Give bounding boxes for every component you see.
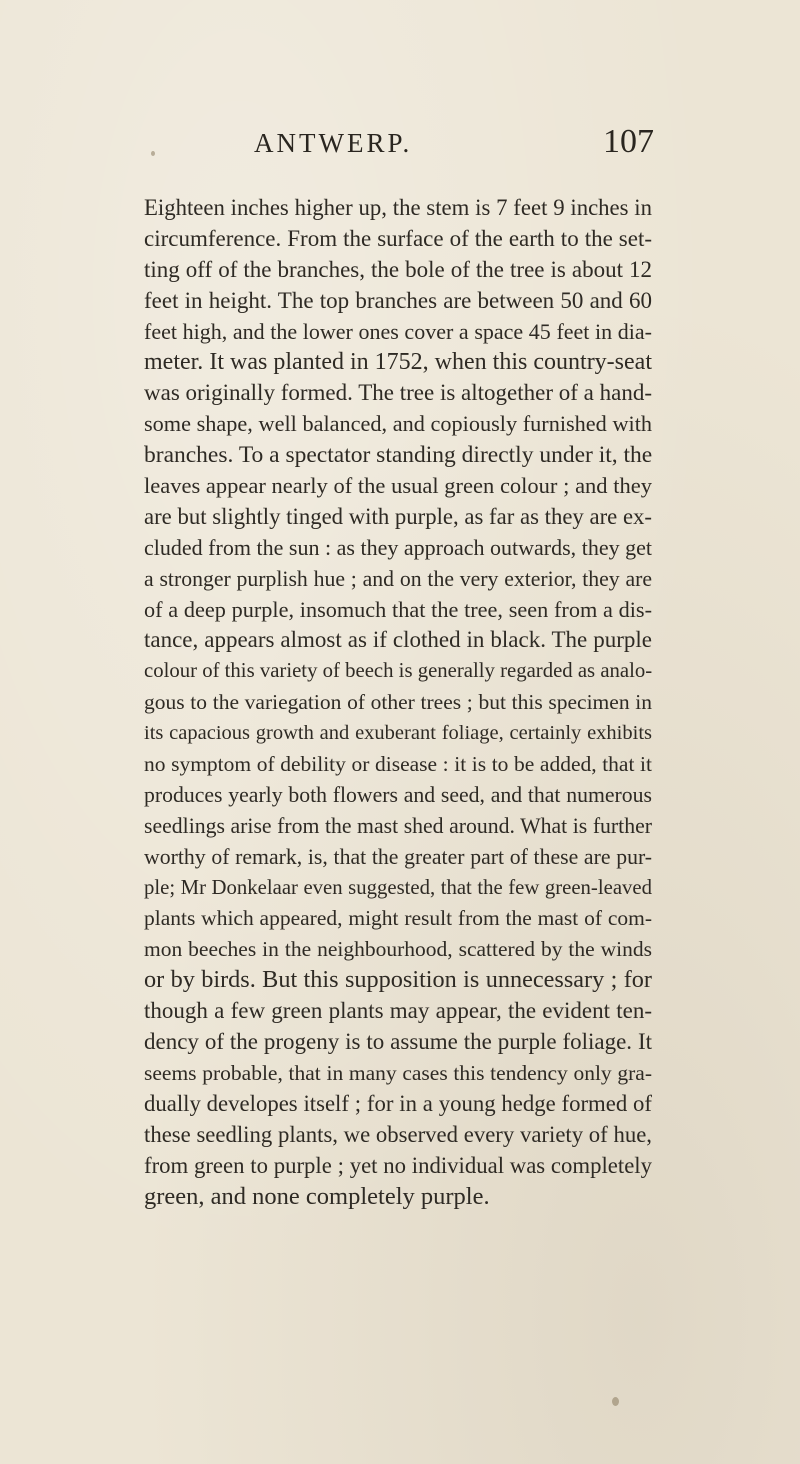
text-line: seedlings arise from the mast shed around. What is further	[144, 813, 652, 838]
text-line: ting off of the branches, the bole of the tree is about 12	[144, 256, 652, 282]
text-line: some shape, well balanced, and copiously furnished with	[144, 411, 652, 437]
paper-speck	[612, 1397, 619, 1406]
text-line: feet in height. The top branches are between 50 and 60	[144, 287, 652, 313]
text-line: produces yearly both flowers and seed, and that numerous	[144, 782, 652, 807]
text-line: leaves appear nearly of the usual green colour ; and they	[144, 473, 652, 499]
text-line: dually developes itself ; for in a young hedge formed of	[144, 1090, 652, 1116]
text-line: branches. To a spectator standing directly under it, the	[144, 442, 653, 469]
text-line: tance, appears almost as if clothed in black. The purple	[144, 627, 652, 653]
text-line: though a few green plants may appear, the evident ten-	[144, 998, 652, 1024]
text-line: meter. It was planted in 1752, when this country-seat	[144, 349, 652, 376]
text-line: these seedling plants, we observed every variety of hue,	[144, 1121, 652, 1147]
text-line: are but slightly tinged with purple, as far as they are ex-	[144, 503, 652, 529]
text-line: was originally formed. The tree is altogether of a hand-	[144, 380, 652, 406]
page-number: 107	[603, 123, 654, 160]
body-paragraph	[144, 193, 652, 1212]
text-line: worthy of remark, is, that the greater part of these are pur-	[144, 844, 652, 869]
running-title: ANTWERP.	[254, 128, 413, 158]
text-line: ple; Mr Donkelaar even suggested, that the few green-leaved	[144, 876, 652, 899]
text-line: mon beeches in the neighbourhood, scattered by the winds	[144, 937, 652, 962]
text-line: a stronger purplish hue ; and on the very exterior, they are	[144, 566, 652, 591]
text-line: plants which appeared, might result from the mast of com-	[144, 906, 652, 931]
text-line: colour of this variety of beech is generally regarded as analo-	[144, 660, 653, 683]
text-line: its capacious growth and exuberant foliage, certainly exhibits	[144, 722, 652, 745]
text-line: no symptom of debility or disease : it is to be added, that it	[144, 752, 652, 777]
text-line: gous to the variegation of other trees ; but this specimen in	[144, 690, 652, 715]
text-line: from green to purple ; yet no individual was completely	[144, 1152, 652, 1178]
text-line: of a deep purple, insomuch that the tree, seen from a dis-	[144, 596, 652, 622]
text-line: seems probable, that in many cases this tendency only gra-	[144, 1060, 652, 1085]
text-line: green, and none completely purple.	[144, 1182, 490, 1210]
running-head	[0, 123, 800, 168]
text-line: cluded from the sun : as they approach outwards, they get	[144, 534, 652, 560]
text-line: feet high, and the lower ones cover a space 45 feet in dia-	[144, 318, 652, 344]
text-line: Eighteen inches higher up, the stem is 7 feet 9 inches in	[144, 195, 652, 220]
text-line: or by birds. But this supposition is unnecessary ; for	[144, 966, 652, 994]
text-line: dency of the progeny is to assume the purple foliage. It	[144, 1029, 652, 1055]
text-line: circumference. From the surface of the earth to the set-	[144, 225, 652, 251]
